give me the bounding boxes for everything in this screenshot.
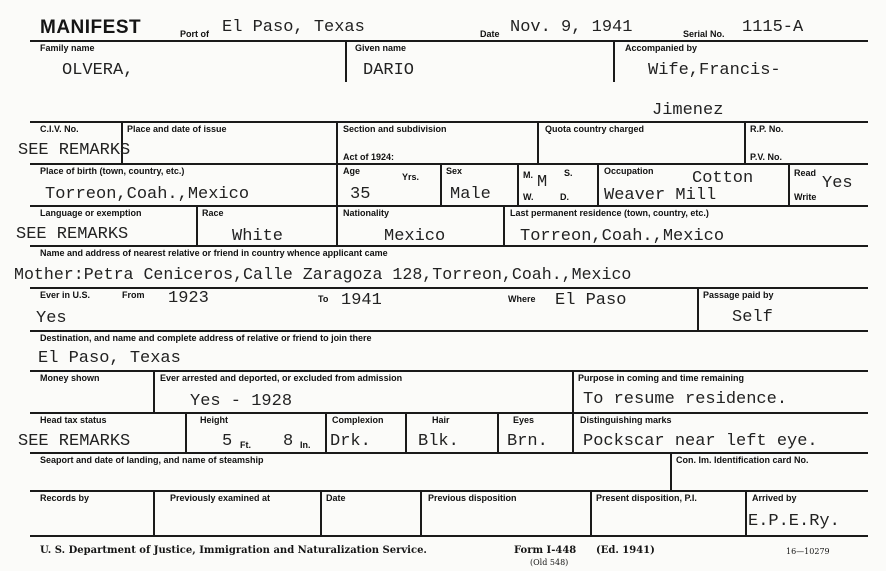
hair-label: Hair [432,415,450,425]
date-label: Date [480,29,500,39]
rule [185,412,187,452]
act-label: Act of 1924: [343,152,395,162]
records-label: Records by [40,493,90,503]
to-label: To [318,294,329,304]
rule [788,163,790,205]
rule [597,163,599,205]
language-value: SEE REMARKS [16,225,129,244]
rule [153,370,155,412]
rule [497,412,499,452]
rule [30,535,868,537]
arrived-label: Arrived by [752,493,797,503]
occupation-value-2: Weaver Mill [604,186,717,205]
s-label: S. [564,168,573,178]
rule [30,452,868,454]
passage-value: Self [732,308,773,327]
residence-label: Last permanent residence (town, country, etc.) [510,208,709,218]
age-label: Age [343,166,361,176]
rule [153,490,155,535]
money-label: Money shown [40,373,100,383]
rule [405,412,407,452]
family-name-label: Family name [40,43,95,53]
rule [30,121,868,123]
destination-value: El Paso, Texas [38,349,181,368]
in-label: In. [300,440,311,450]
date-value: Nov. 9, 1941 [510,18,633,37]
accompanied-value-2: Jimenez [652,101,724,120]
seaport-label: Seaport and date of landing, and name of steamship [40,455,264,465]
date-label-2: Date [326,493,346,503]
rule [30,205,868,207]
rule [420,490,422,535]
footer-print-code: 16—10279 [786,547,830,556]
marital-value: M [537,173,548,192]
rule [30,490,868,492]
m-label: M. [523,170,533,180]
rule [30,287,868,289]
ever-label: Ever in U.S. [40,290,91,300]
nationality-value: Mexico [384,227,446,246]
from-value: 1923 [168,289,209,308]
rule [320,490,322,535]
serial-value: 1115-A [742,18,804,37]
rule [336,163,338,205]
hair-value: Blk. [418,432,459,451]
rule [744,121,746,163]
family-name-value: OLVERA, [62,61,134,80]
rule [745,490,747,535]
port-value: El Paso, Texas [222,18,365,37]
d-label: D. [560,192,569,202]
yrs-label: Yrs. [402,172,420,182]
rule [325,412,327,452]
rule [503,205,505,245]
civ-label: C.I.V. No. [40,124,79,134]
rule [196,205,198,245]
rule [336,121,338,163]
rule [30,412,868,414]
rule [590,490,592,535]
where-value: El Paso [555,291,627,310]
rule [572,370,574,412]
rule [30,163,868,165]
port-label: Port of [180,29,209,39]
height-ft-value: 5 [222,432,233,451]
rule [30,245,868,247]
age-value: 35 [350,185,371,204]
read-label: Read [794,168,817,178]
occupation-value: Cotton [692,169,754,188]
head-tax-label: Head tax status [40,415,107,425]
rp-label: R.P. No. [750,124,784,134]
residence-value: Torreon,Coah.,Mexico [520,227,725,246]
given-name-value: DARIO [363,61,415,80]
eyes-label: Eyes [513,415,535,425]
pv-label: P.V. No. [750,152,783,162]
rule [613,40,615,82]
rule [336,205,338,245]
sex-label: Sex [446,166,463,176]
where-label: Where [508,294,536,304]
rule [670,452,672,490]
rule [440,163,442,205]
w-label: W. [523,192,534,202]
quota-label: Quota country charged [545,124,645,134]
form-title: MANIFEST [40,17,142,38]
marks-label: Distinguishing marks [580,415,672,425]
language-label: Language or exemption [40,208,142,218]
rule [30,370,868,372]
footer-old: (Old 548) [530,558,569,567]
arrived-value: E.P.E.Ry. [748,512,840,531]
passage-label: Passage paid by [703,290,774,300]
section-label: Section and subdivision [343,124,447,134]
birth-value: Torreon,Coah.,Mexico [45,185,250,204]
examined-label: Previously examined at [170,493,271,503]
sex-value: Male [450,185,491,204]
birth-label: Place of birth (town, country, etc.) [40,166,185,176]
race-value: White [232,227,284,246]
rule [572,412,574,452]
rule [345,40,347,82]
civ-value: SEE REMARKS [18,141,131,160]
race-label: Race [202,208,224,218]
present-disposition-label: Present disposition, P.I. [596,493,697,503]
relative-label: Name and address of nearest relative or friend in country whence applicant came [40,248,388,258]
place-date-issue-label: Place and date of issue [127,124,227,134]
height-in-value: 8 [283,432,294,451]
rule [697,287,699,330]
arrested-value: Yes - 1928 [190,392,293,411]
ever-value: Yes [36,309,67,328]
rule [537,121,539,163]
complexion-value: Drk. [330,432,371,451]
write-label: Write [794,192,817,202]
ft-label: Ft. [240,440,251,450]
eyes-value: Brn. [507,432,548,451]
complexion-label: Complexion [332,415,384,425]
rule [517,163,519,205]
con-im-label: Con. Im. Identification card No. [676,455,809,465]
marks-value: Pockscar near left eye. [583,432,818,451]
footer-edition: (Ed. 1941) [596,545,655,556]
to-value: 1941 [341,291,382,310]
head-tax-value: SEE REMARKS [18,432,131,451]
prev-disposition-label: Previous disposition [428,493,517,503]
height-label: Height [200,415,228,425]
purpose-value: To resume residence. [583,390,788,409]
read-write-value: Yes [822,174,853,193]
relative-value: Mother:Petra Ceniceros,Calle Zaragoza 128,Torreon,Coah.,Mexico [14,265,632,284]
rule [30,40,868,42]
accompanied-value: Wife,Francis- [648,61,781,80]
from-label: From [122,290,145,300]
arrested-label: Ever arrested and deported, or excluded from admission [160,373,403,383]
occupation-label: Occupation [604,166,654,176]
destination-label: Destination, and name and complete address of relative or friend to join there [40,333,372,343]
rule [30,330,868,332]
nationality-label: Nationality [343,208,390,218]
purpose-label: Purpose in coming and time remaining [578,373,745,383]
given-name-label: Given name [355,43,407,53]
accompanied-label: Accompanied by [625,43,698,53]
footer-agency: U. S. Department of Justice, Immigration and Naturalization Service. [40,545,427,556]
serial-label: Serial No. [683,29,725,39]
footer-form: Form I-448 [514,545,577,556]
